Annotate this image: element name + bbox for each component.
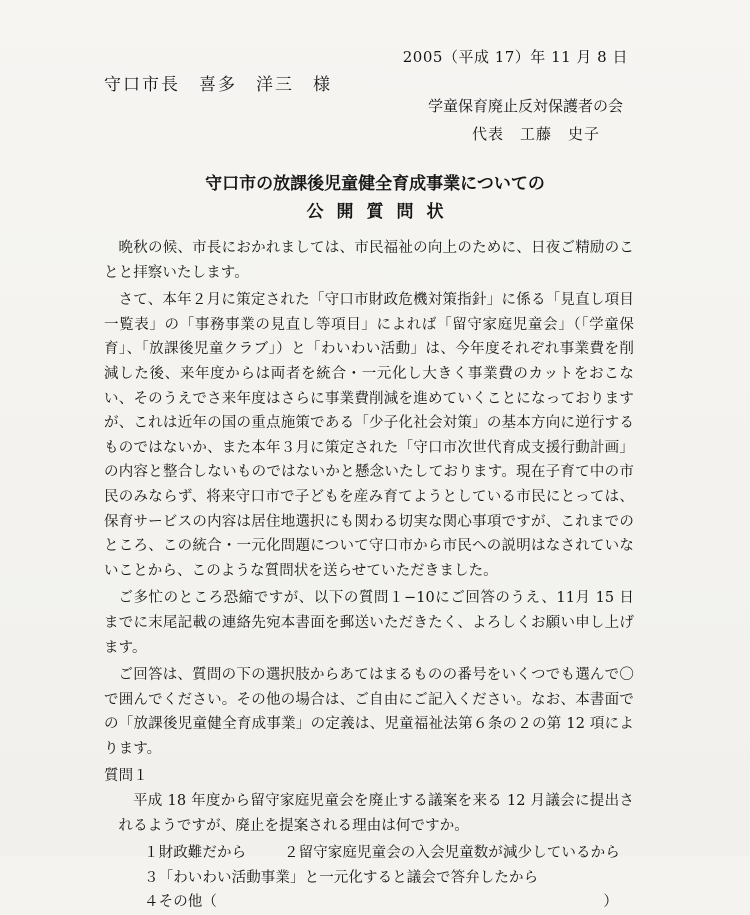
addressee: 守口市長 喜多 洋三 様 <box>104 75 332 95</box>
letter-body <box>104 236 634 915</box>
greeting-paragraph: 晩秋の候、市長におかれましては、市民福祉の向上のために、日夜ご精励のことと拝察いたします。 <box>104 240 634 281</box>
title-line-1: 守口市の放課後児童健全育成事業についての <box>205 174 545 194</box>
request-paragraph: ご多忙のところ恐縮ですが、以下の質問１−10にご回答のうえ、11月 15 日までに末尾記載の連絡先宛本書面を郵送いただきたく、よろしくお願い申し上げます。 <box>104 590 634 656</box>
option-1: １財政難だから <box>144 845 247 862</box>
option-4: ４その他（ <box>144 894 217 911</box>
question-1-options <box>104 841 634 915</box>
question-1-text: 平成 18 年度から留守家庭児童会を廃止する議案を来る 12 月議会に提出されるようですが、廃止を提案される理由は何ですか。 <box>118 793 634 834</box>
option-2: ２留守家庭児童会の入会児童数が減少しているから <box>284 845 620 862</box>
question-1-heading: 質問１ <box>104 768 148 785</box>
option-3: ３「わいわい活動事業」と一元化すると議会で答弁したから <box>144 869 539 886</box>
options-row-2 <box>144 866 634 891</box>
sender-block <box>428 92 623 148</box>
sender-representative: 代表 工藤 史子 <box>472 125 601 143</box>
document-title <box>0 170 750 226</box>
document-date: 2005（平成 17）年 11 月 8 日 <box>402 48 628 66</box>
sender-organization: 学童保育廃止反対保護者の会 <box>428 97 624 115</box>
instructions-paragraph: ご回答は、質問の下の選択肢からあてはまるものの番号をいくつでも選んで〇で囲んでください。その他の場合は、ご自由にご記入ください。なお、本書面での「放課後児童健全育成事業」の定義は、児童福祉法第６条の２の第 12 項によります。 <box>104 667 634 757</box>
title-line-2: 公開質問状 <box>306 202 457 222</box>
options-row-1 <box>144 841 634 866</box>
options-row-3 <box>144 890 618 915</box>
background-paragraph: さて、本年２月に策定された「守口市財政危機対策指針」に係る「見直し項目一覧表」の「事務事業の見直し等項目」によれば「留守家庭児童会」（「学童保育」、「放課後児童クラブ」）と「わいわい活動」は、今年度それぞれ事業費を削減した後、来年度からは両者を統合・一元化し大きく事業費のカットをおこない、そのうえでさ来年度はさらに事業費削減を進めていくことになっておりますが、これは近年の国の重点施策である「少子化社会対策」の基本方向に逆行するものではないか、また本年３月に策定された「守口市次世代育成支援行動計画」の内容と整合しないものではないかと懸念いたしております。現在子育て中の市民のみならず、将来守口市で子どもを産み育てようとしている市民にとっては、保育サービスの内容は居住地選択にも関わる切実な関心事項ですが、これまでのところ、この統合・一元化問題について守口市から市民への説明はなされていないことから、このような質問状を送らせていただきました。 <box>104 292 634 579</box>
question-1 <box>104 764 634 915</box>
option-4-close-paren: ） <box>603 894 618 911</box>
